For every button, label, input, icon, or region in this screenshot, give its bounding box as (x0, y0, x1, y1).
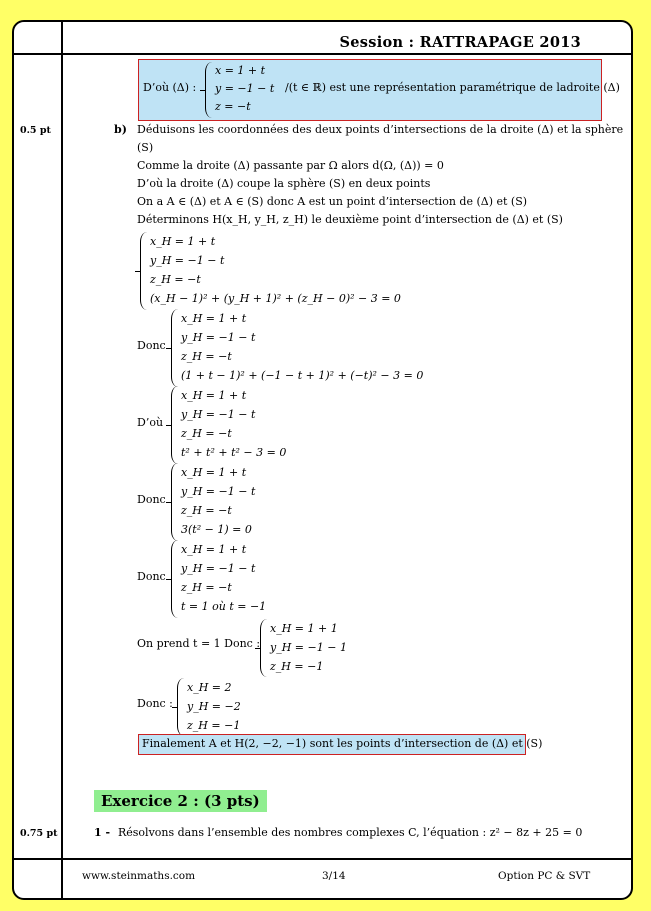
system-row: z_H = −1 (187, 719, 241, 732)
system-row: x_H = 2 (187, 681, 232, 694)
system-row: x_H = 1 + 1 (270, 622, 338, 635)
text-line: Comme la droite (Δ) passante par Ω alors d(Ω, (Δ)) = 0 (137, 159, 444, 172)
final-result-box (138, 734, 543, 755)
exercise-heading: Exercice 2 : (3 pts) (94, 790, 267, 812)
system-row: (1 + t − 1)² + (−1 − t + 1)² + (−t)² − 3 = 0 (181, 369, 424, 382)
parametric-result-box (138, 59, 620, 121)
brace-icon (171, 309, 179, 387)
system-row: y_H = −1 − t (181, 408, 256, 421)
system-row: y_H = −1 − 1 (270, 641, 347, 654)
box-suffix: /(t ∈ ℝ) est une représentation paramétrique de ladroite (Δ) (285, 81, 620, 94)
system-row: x_H = 1 + t (181, 466, 247, 479)
question-text: Résolvons dans l’ensemble des nombres complexes C, l’équation : z² − 8z + 25 = 0 (118, 826, 583, 839)
equation-system (260, 619, 410, 677)
system-row: z = −t (215, 100, 251, 113)
part-label: b) (114, 123, 127, 136)
brace-icon (171, 540, 179, 618)
session-title: Session : RATTRAPAGE 2013 (339, 34, 581, 51)
text-line: D’où la droite (Δ) coupe la sphère (S) en deux points (137, 177, 431, 190)
footer-option: Option PC & SVT (498, 870, 591, 882)
system-row: x_H = 1 + t (181, 389, 247, 402)
system-row: y_H = −1 − t (181, 331, 256, 344)
system-row: z_H = −t (181, 581, 232, 594)
final-result-text: Finalement A et H(2, −2, −1) sont les points d’intersection de (Δ) et (S) (142, 737, 543, 750)
system-label: Donc (137, 570, 166, 583)
brace-icon (177, 678, 185, 736)
points-label: 0.75 pt (20, 828, 58, 839)
system-row: y_H = −1 − t (181, 562, 256, 575)
system-row: y = −1 − t (215, 82, 275, 95)
system-row: x_H = 1 + t (181, 543, 247, 556)
text-line: On a A ∈ (Δ) et A ∈ (S) donc A est un point d’intersection de (Δ) et (S) (137, 195, 528, 208)
system-row: y_H = −1 − t (150, 254, 225, 267)
question-number: 1 - (94, 826, 111, 839)
system-row: x_H = 1 + t (150, 235, 216, 248)
system-label: D’où (137, 416, 164, 429)
system-row: z_H = −t (181, 504, 232, 517)
system-row: y_H = −1 − t (181, 485, 256, 498)
text-line: Déduisons les coordonnées des deux points d’intersections de la droite (Δ) et la sphère (137, 123, 624, 136)
system-row: 3(t² − 1) = 0 (181, 523, 252, 536)
margin-divider (61, 22, 63, 898)
system-row: x_H = 1 + t (181, 312, 247, 325)
footer-page-number: 3/14 (322, 870, 346, 882)
brace-icon (205, 62, 213, 118)
brace-icon (171, 463, 179, 541)
header-divider (14, 53, 631, 55)
box-prefix: D’où (Δ) : (143, 81, 197, 94)
system-row: x = 1 + t (215, 64, 266, 77)
system-row: t² + t² + t² − 3 = 0 (181, 446, 287, 459)
system-label: Donc (137, 339, 166, 352)
text-line: (S) (137, 141, 154, 154)
system-row: z_H = −1 (270, 660, 324, 673)
system-label: On prend t = 1 Donc : (137, 637, 261, 650)
page-sheet (12, 20, 633, 900)
brace-icon (140, 232, 148, 310)
parametric-system (205, 62, 285, 118)
equation-system (171, 463, 371, 541)
brace-icon (260, 619, 268, 677)
text-line: Déterminons H(x_H, y_H, z_H) le deuxième point d’intersection de (Δ) et (S) (137, 213, 563, 226)
system-label: Donc (137, 493, 166, 506)
footer-divider (14, 858, 631, 860)
footer-website: www.steinmaths.com (82, 870, 196, 882)
system-row: z_H = −t (150, 273, 201, 286)
system-row: z_H = −t (181, 427, 232, 440)
system-row: z_H = −t (181, 350, 232, 363)
equation-system (140, 232, 400, 310)
system-row: y_H = −2 (187, 700, 241, 713)
brace-icon (171, 386, 179, 464)
system-label: Donc : (137, 697, 173, 710)
part-b-text (137, 121, 623, 229)
equation-system (177, 678, 297, 736)
points-label: 0.5 pt (20, 125, 51, 136)
equation-system (171, 386, 371, 464)
system-row: t = 1 où t = −1 (181, 600, 267, 613)
equation-system (171, 309, 431, 387)
system-row: (x_H − 1)² + (y_H + 1)² + (z_H − 0)² − 3 = 0 (150, 292, 401, 305)
equation-system (171, 540, 371, 618)
